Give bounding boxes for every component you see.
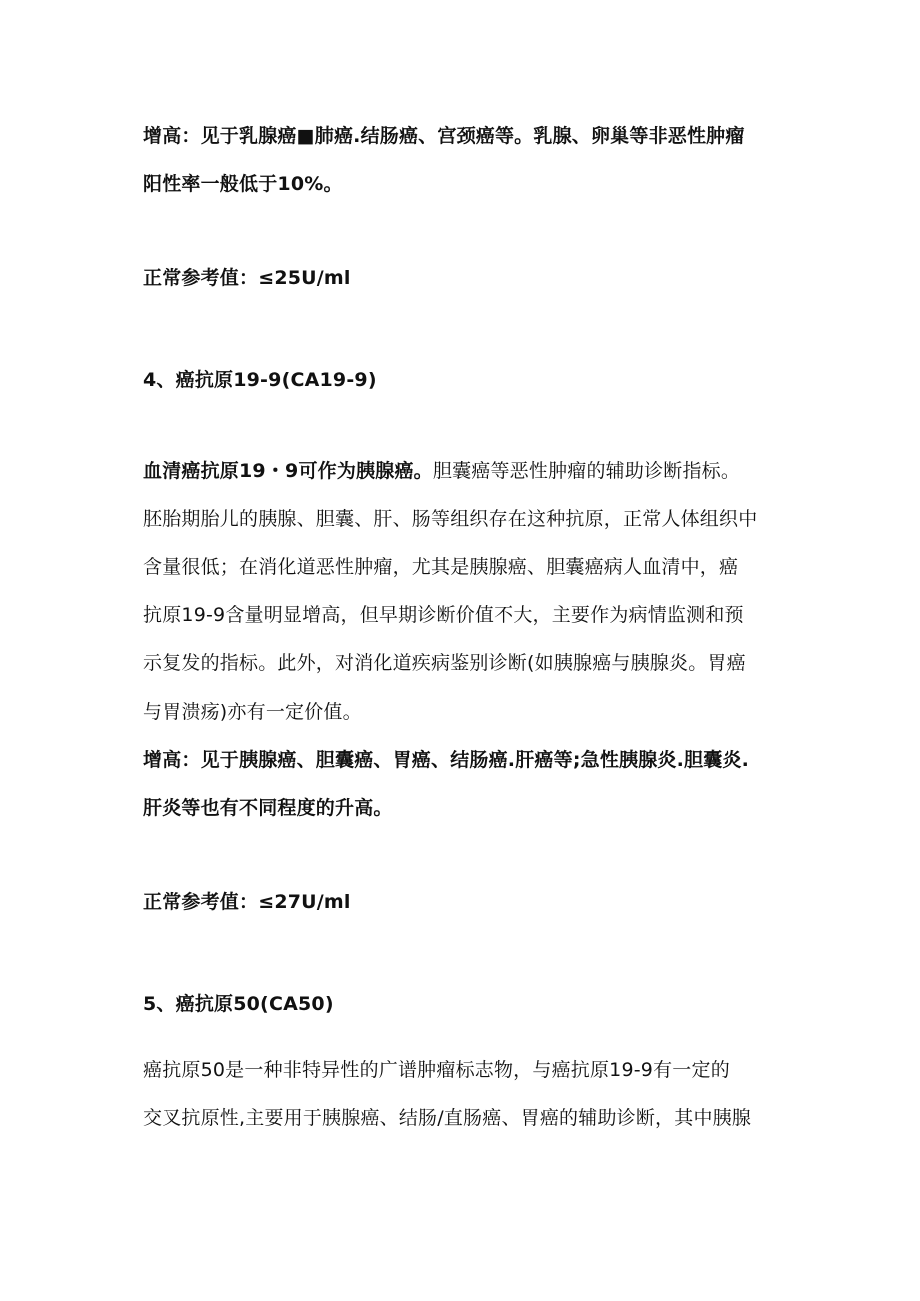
ca153-elevation-line-2: 阳性率一般低于10%。 bbox=[143, 173, 343, 195]
ca50-paragraph-line-1: 癌抗原50是一种非特异性的广谱肿瘤标志物，与癌抗原19-9有一定的 bbox=[143, 1059, 730, 1081]
ca19-9-lead-rest: 胆囊癌等恶性肿瘤的辅助诊断指标。 bbox=[432, 460, 741, 482]
section-heading-ca50: 5、癌抗原50(CA50) bbox=[143, 993, 334, 1015]
ca19-9-elevation-line-2: 肝炎等也有不同程度的升高。 bbox=[143, 797, 393, 819]
ca19-9-paragraph-line-6: 与胃溃疡)亦有一定价值。 bbox=[143, 701, 362, 723]
ca19-9-bold-lead: 血清癌抗原19・9可作为胰腺癌。 bbox=[143, 460, 433, 482]
ca19-9-paragraph-line-3: 含量很低；在消化道恶性肿瘤，尤其是胰腺癌、胆囊癌病人血清中，癌 bbox=[143, 556, 739, 578]
section-heading-ca19-9: 4、癌抗原19-9(CA19-9) bbox=[143, 369, 377, 391]
ca19-9-paragraph-line-1 bbox=[143, 459, 793, 483]
ca19-9-reference-value: 正常参考值：≤27U/ml bbox=[143, 891, 351, 913]
ca19-9-elevation-line-1: 增高：见于胰腺癌、胆囊癌、胃癌、结肠癌.肝癌等;急性胰腺炎.胆囊炎. bbox=[143, 749, 750, 771]
ca153-reference-value: 正常参考值：≤25U/ml bbox=[143, 267, 351, 289]
ca19-9-paragraph-line-2: 胚胎期胎儿的胰腺、胆囊、肝、肠等组织存在这种抗原，正常人体组织中 bbox=[143, 508, 758, 530]
ca153-elevation-line-1: 增高：见于乳腺癌■肺癌.结肠癌、宫颈癌等。乳腺、卵巢等非恶性肿瘤 bbox=[143, 125, 745, 147]
ca19-9-paragraph-line-5: 示复发的指标。此外，对消化道疾病鉴别诊断(如胰腺癌与胰腺炎。胃癌 bbox=[143, 652, 746, 674]
ca50-paragraph-line-2: 交叉抗原性,主要用于胰腺癌、结肠/直肠癌、胃癌的辅助诊断，其中胰腺 bbox=[143, 1107, 752, 1129]
ca19-9-paragraph-line-4: 抗原19-9含量明显增高，但早期诊断价值不大，主要作为病情监测和预 bbox=[143, 604, 744, 626]
